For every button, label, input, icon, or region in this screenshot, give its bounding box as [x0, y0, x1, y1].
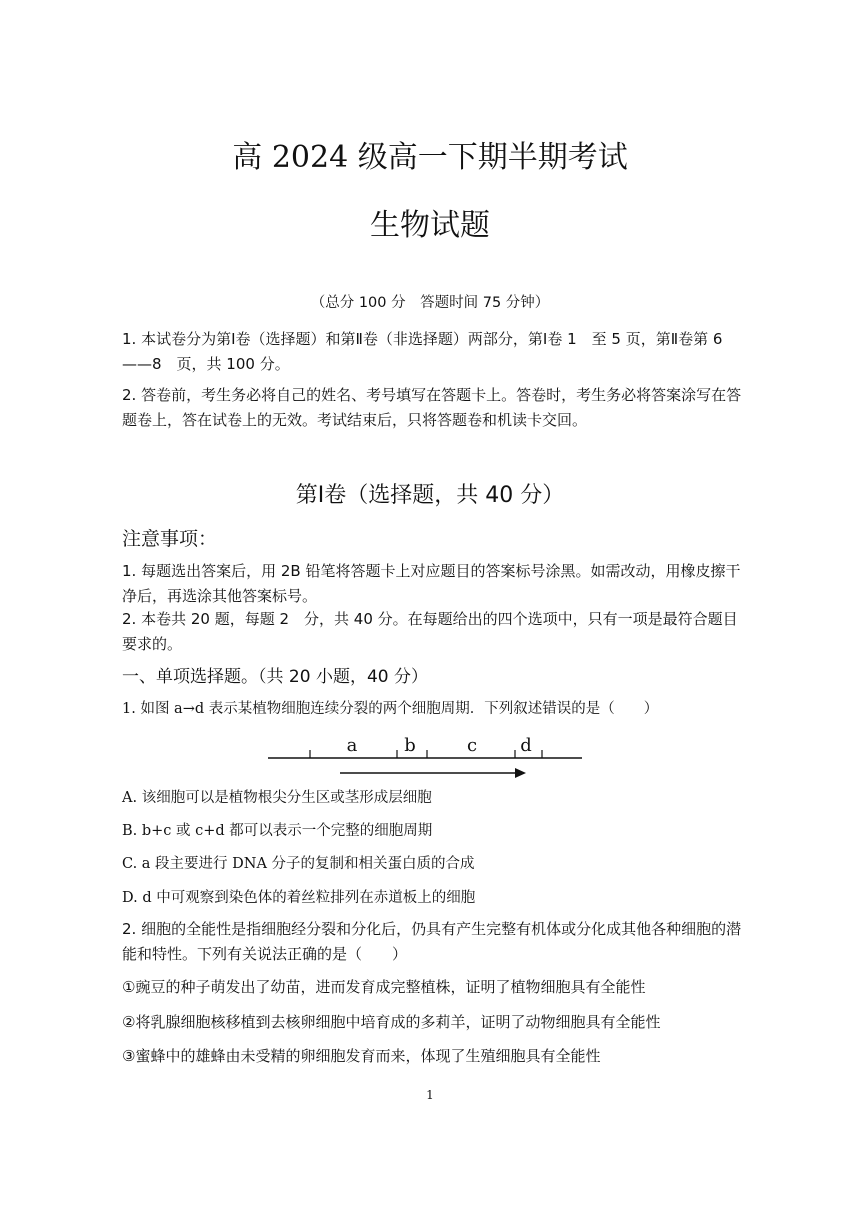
instruction-2: 2. 答卷前，考生务必将自己的姓名、考号填写在答题卡上。答卷时，考生务必将答案涂写在答题卷上，答在试卷上的无效。考试结束后，只将答题卷和机读卡交回。: [122, 386, 742, 429]
label-b: b: [404, 735, 416, 756]
q2-item-1: ①豌豆的种子萌发出了幼苗，进而发育成完整植株，证明了植物细胞具有全能性: [122, 978, 646, 996]
part-heading: 一、单项选择题。（共 20 小题，40 分）: [122, 667, 428, 687]
label-c: c: [466, 735, 478, 756]
label-a: a: [346, 735, 358, 756]
page-number: 1: [426, 1088, 434, 1102]
notice-2: 2. 本卷共 20 题，每题 2 分，共 40 分。在每题给出的四个选项中，只有一项是最符合题目要求的。: [122, 610, 738, 653]
q1-option-d: D. d 中可观察到染色体的着丝粒排列在赤道板上的细胞: [122, 890, 476, 906]
instruction-1: 1. 本试卷分为第Ⅰ卷（选择题）和第Ⅱ卷（非选择题）两部分，第Ⅰ卷 1 至 5 页，第Ⅱ卷第 6——8 页，共 100 分。: [122, 330, 723, 373]
q2-stem: 2. 细胞的全能性是指细胞经分裂和分化后，仍具有产生完整有机体或分化成其他各种细胞的潜能和特性。下列有关说法正确的是（ ）: [122, 920, 742, 963]
notice-1: 1. 每题选出答案后，用 2B 铅笔将答题卡上对应题目的答案标号涂黑。如需改动，用橡皮擦干净后，再选涂其他答案标号。: [122, 562, 741, 605]
section-title: 第Ⅰ卷（选择题，共 40 分）: [295, 483, 565, 508]
cell-cycle-diagram: [260, 728, 590, 784]
q1-option-b: B. b+c 或 c+d 都可以表示一个完整的细胞周期: [122, 823, 433, 839]
q2-item-2: ②将乳腺细胞核移植到去核卵细胞中培育成的多莉羊，证明了动物细胞具有全能性: [122, 1013, 661, 1031]
subject-title: 生物试题: [370, 208, 490, 243]
exam-meta: （总分 100 分 答题时间 75 分钟）: [310, 295, 550, 311]
exam-title: 高 2024 级高一下期半期考试: [232, 140, 628, 175]
q2-item-3: ③蜜蜂中的雄蜂由未受精的卵细胞发育而来，体现了生殖细胞具有全能性: [122, 1047, 601, 1065]
q1-option-a: A. 该细胞可以是植物根尖分生区或茎形成层细胞: [122, 790, 432, 806]
notice-title: 注意事项：: [122, 528, 218, 550]
arrow-head-icon: [515, 768, 526, 778]
q1-stem: 1. 如图 a→d 表示某植物细胞连续分裂的两个细胞周期．下列叙述错误的是（ ）: [122, 701, 659, 717]
q1-option-c: C. a 段主要进行 DNA 分子的复制和相关蛋白质的合成: [122, 856, 475, 872]
label-d: d: [520, 735, 532, 756]
